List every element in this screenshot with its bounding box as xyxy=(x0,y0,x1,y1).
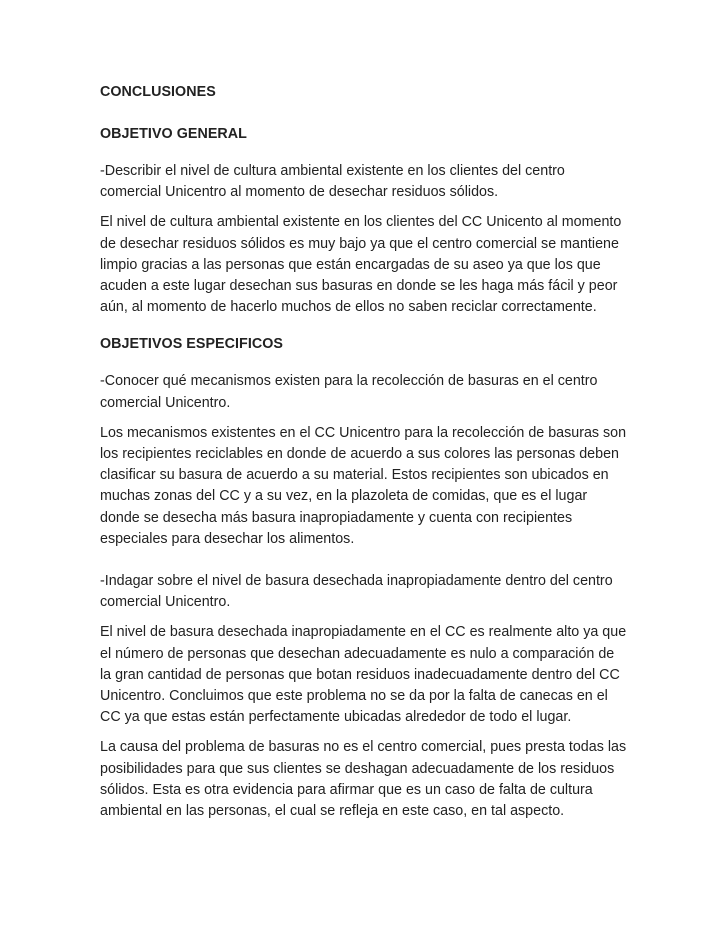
document-title: CONCLUSIONES xyxy=(100,84,216,100)
text-line: de desechar residuos sólidos es muy bajo ya que el centro comercial se mantiene xyxy=(100,235,619,252)
text-line: -Indagar sobre el nivel de basura desechada inapropiadamente dentro del centro xyxy=(100,573,613,590)
text-line: los recipientes reciclables en donde de acuerdo a sus colores las personas deben xyxy=(100,446,619,463)
text-line: ambiental en las personas, el cual se refleja en este caso, en tal aspecto. xyxy=(100,803,565,820)
specific-objective-2-text xyxy=(100,571,636,613)
text-line: donde se desecha más basura inapropiadamente y cuenta con recipientes xyxy=(100,509,573,526)
text-line: La causa del problema de basuras no es el centro comercial, pues presta todas las xyxy=(100,739,627,756)
text-line: comercial Unicentro. xyxy=(100,394,231,411)
text-line: limpio gracias a las personas que están encargadas de su aseo ya que los que xyxy=(100,256,601,273)
text-line: CC ya que estas están perfectamente ubicadas alrededor de todo el lugar. xyxy=(100,709,572,726)
text-line: sólidos. Esta es otra evidencia para afirmar que es un caso de falta de cultura xyxy=(100,781,593,798)
general-objective-heading: OBJETIVO GENERAL xyxy=(100,126,247,142)
specific-objective-2-answer xyxy=(100,622,636,728)
text-line: comercial Unicentro al momento de desechar residuos sólidos. xyxy=(100,184,499,201)
general-objective-text xyxy=(100,161,636,203)
text-line: la gran cantidad de personas que botan residuos inadecuadamente dentro del CC xyxy=(100,666,620,683)
text-line: acuden a este lugar desechan sus basuras en donde se les haga más fácil y peor xyxy=(100,278,618,295)
text-line: Los mecanismos existentes en el CC Unicentro para la recolección de basuras son xyxy=(100,424,627,441)
text-line: El nivel de basura desechada inapropiadamente en el CC es realmente alto ya que xyxy=(100,624,627,641)
conclusion-paragraph xyxy=(100,737,636,822)
document-body xyxy=(100,82,636,822)
text-line: El nivel de cultura ambiental existente en los clientes del CC Unicento al momento xyxy=(100,214,622,231)
specific-objectives-heading: OBJETIVOS ESPECIFICOS xyxy=(100,336,283,353)
text-line: -Describir el nivel de cultura ambiental existente en los clientes del centro xyxy=(100,163,565,179)
general-objective-answer xyxy=(100,212,636,318)
text-line: -Conocer qué mecanismos existen para la recolección de basuras en el centro xyxy=(100,373,598,390)
text-line: comercial Unicentro. xyxy=(100,594,231,611)
text-line: especiales para desechar los alimentos. xyxy=(100,530,355,547)
specific-objective-1-answer xyxy=(100,423,636,550)
text-line: Unicentro. Concluimos que este problema no se da por la falta de canecas en el xyxy=(100,688,608,705)
text-line: posibilidades para que sus clientes se deshagan adecuadamente de los residuos xyxy=(100,760,615,777)
text-line: el número de personas que desechan adecuadamente es nulo a comparación de xyxy=(100,645,615,662)
text-line: aún, al momento de hacerlo muchos de ellos no saben reciclar correctamente. xyxy=(100,299,597,316)
text-line: clasificar su basura de acuerdo a su material. Estos recipientes son ubicados en xyxy=(100,467,609,484)
text-line: muchas zonas del CC y a su vez, en la plazoleta de comidas, que es el lugar xyxy=(100,488,588,505)
specific-objective-1-text xyxy=(100,371,636,413)
